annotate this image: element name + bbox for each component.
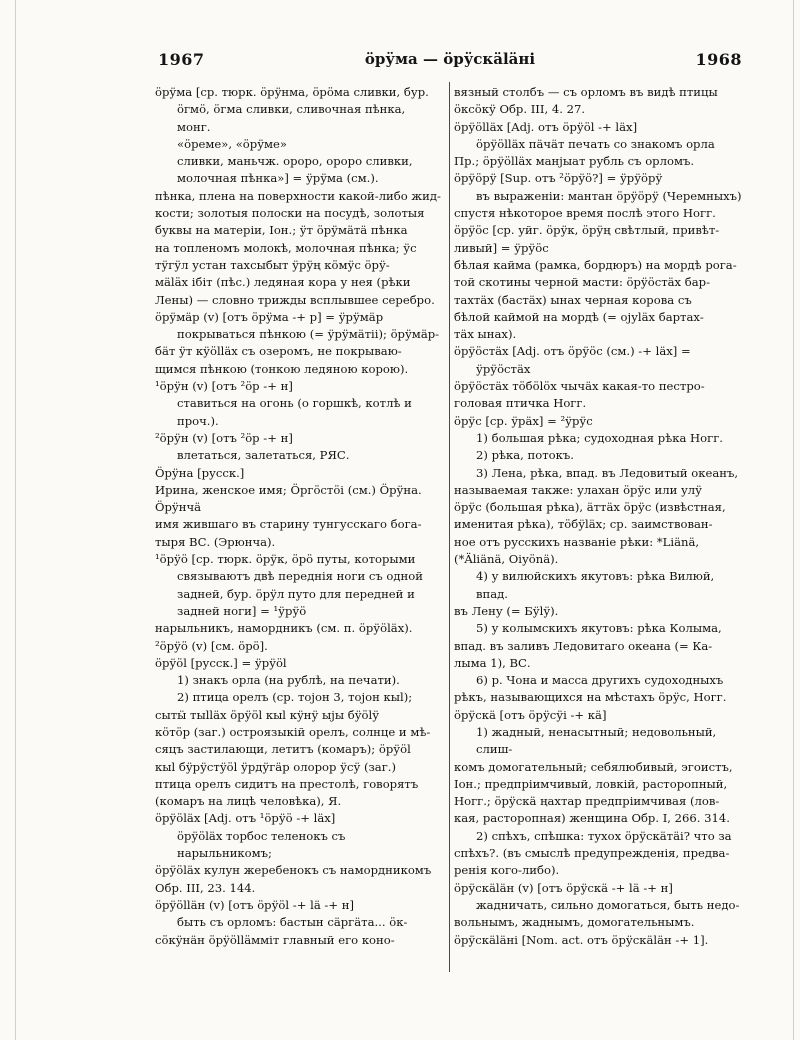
- text-line: бѣлой каймой на мордѣ (= ојуläх бартах-: [454, 309, 704, 324]
- text-line: щимся пѣнкою (тонкою ледяною корою).: [155, 361, 409, 376]
- text-line: 1) знакъ орла (на рублѣ, на печати).: [177, 673, 400, 688]
- text-line: ӧрӱӧlläх пäчäт печать со знакомъ орла: [476, 136, 715, 151]
- text-line: именитая рѣка), тӧбӱläх; ср. заимствован-: [454, 517, 713, 532]
- text-line: ӧксӧкӱ Обр. III, 4. 27.: [454, 102, 586, 117]
- text-line: Обр. III, 23. 144.: [155, 880, 256, 895]
- page-number-left: 1967: [158, 50, 205, 69]
- text-line: въ Лену (= Бӱlӱ).: [454, 603, 559, 618]
- text-line: ӧрӱӧстäх [Adj. отъ ӧрӱӧс (см.) -+ läх] =: [454, 344, 691, 359]
- text-line: ²ӧрӱӧ (v) [см. ӧрӧ].: [155, 638, 268, 653]
- text-line: быть съ орломъ: бастын сäргäта... ӧк-: [177, 915, 408, 930]
- text-line: называемая также: улахан ӧрӱс или улӱ: [454, 482, 702, 497]
- text-line: ӧрӱӧlläн (v) [отъ ӧрӱӧl -+ lä -+ н]: [155, 897, 354, 912]
- text-line: ӧрӱӧläх кулун жеребенокъ съ намордникомъ: [155, 863, 432, 878]
- text-line: кыl бӱрӱстӱӧl ӱрдӱгäр олорор ӱсӱ (заг.): [155, 759, 397, 774]
- text-line: комъ домогательный; себялюбивый, эгоистъ,: [454, 759, 733, 774]
- text-line: ӧрӱӧl [русск.] = ӱрӱӧl: [155, 655, 287, 670]
- text-line: тӱгӱл устан тахсыбыт ӱрӱң кӧмӱс ӧрӱ-: [155, 257, 390, 272]
- text-line: вязный столбъ — съ орломъ въ видѣ птицы: [454, 85, 718, 99]
- scan-edge-right: [793, 0, 794, 1040]
- text-line: ӱрӱӧстäх: [476, 361, 531, 376]
- text-line: кӧтӧр (заг.) остроязыкій орелъ, солнце и мѣ-: [155, 724, 431, 739]
- text-line: 6) р. Чона и масса другихъ судоходныхъ: [476, 673, 724, 688]
- text-line: сяцъ застилающи, летитъ (комаръ); ӧрӱӧl: [155, 742, 411, 757]
- right-column: [454, 84, 744, 949]
- text-line: той скотины черной масти: ӧрӱӧстäх бар-: [454, 275, 711, 290]
- text-line: пѣнка, плена на поверхности какой-либо жид-: [155, 188, 441, 203]
- text-line: 2) спѣхъ, спѣшка: тухох ӧрӱскäтäi? что за: [476, 828, 732, 843]
- text-line: покрываться пѣнкою (= ӱрӱмäтіі); ӧрӱмäр-: [177, 327, 440, 342]
- text-line: лыма 1), ВС.: [454, 655, 531, 670]
- text-line: буквы на матеріи, Іон.; ӱт ӧрӱмäтä пѣнка: [155, 223, 408, 238]
- text-line: бѣлая кайма (рамка, бордюръ) на мордѣ рога-: [454, 257, 737, 272]
- text-line: 1) большая рѣка; судоходная рѣка Ногг.: [476, 430, 723, 445]
- text-line: Лены) — словно трижды всплывшее серебро.: [155, 292, 435, 307]
- text-line: 2) рѣка, потокъ.: [476, 448, 574, 463]
- text-line: ӧрӱӧlläх [Adj. отъ ӧрӱӧl -+ läх]: [454, 119, 638, 134]
- text-line: впад. въ заливъ Ледовитаго океана (= Ка-: [454, 638, 713, 653]
- text-line: ¹ӧрӱн (v) [отъ ²ӧр -+ н]: [155, 379, 293, 394]
- text-line: вольнымъ, жаднымъ, домогательнымъ.: [454, 915, 695, 930]
- text-line: ное отъ русскихъ названіе рѣки: *Lіänä,: [454, 534, 700, 549]
- text-line: спѣхъ?. (въ смыслѣ предупрежденія, предва-: [454, 846, 730, 861]
- text-line: ӧрӱӧрӱ [Sup. отъ ²ӧрӱӧ?] = ӱрӱӧрӱ: [454, 171, 663, 186]
- text-line: рѣкъ, называющихся на мѣстахъ ӧрӱс, Ногг.: [454, 690, 727, 705]
- text-line: задней, бур. ӧрӱл путо для передней и: [177, 586, 415, 601]
- text-line: ренія кого-либо).: [454, 863, 560, 878]
- text-line: 5) у колымскихъ якутовъ: рѣка Колыма,: [476, 621, 722, 636]
- column-divider: [449, 82, 450, 972]
- page-number-right: 1968: [695, 50, 742, 69]
- text-line: тäх ынах).: [454, 327, 517, 342]
- scan-edge-left: [15, 0, 16, 1040]
- text-line: тахтäх (бастäх) ынах черная корова съ: [454, 292, 692, 307]
- text-line: ӧрӱскäläнi [Nom. act. отъ ӧрӱскäläн -+ 1].: [454, 932, 709, 947]
- text-line: молочная пѣнка»] = ӱрӱма (см.).: [177, 171, 379, 186]
- text-line: нарыльникъ, намордникъ (см. п. ӧрӱӧläх).: [155, 621, 413, 636]
- text-line: (*Äliänä, Оіуӧnä).: [454, 552, 559, 567]
- text-line: жадничать, сильно домогаться, быть недо-: [476, 897, 740, 912]
- text-line: Ӧрӱнчä: [155, 500, 202, 515]
- text-line: на топленомъ молокѣ, молочная пѣнка; ӱс: [155, 240, 417, 255]
- page-header: [150, 50, 750, 74]
- text-line: ӧрӱӧläх [Adj. отъ ¹ӧрӱӧ -+ läх]: [155, 811, 336, 826]
- text-line: ставиться на огонь (о горшкѣ, котлѣ и проч.).: [177, 396, 412, 428]
- text-line: 4) у вилюйскихъ якутовъ: рѣка Вилюй, впад.: [476, 569, 715, 601]
- text-line: ӧрӱӧläх торбос теленокъ съ нарыльникомъ;: [177, 828, 346, 861]
- text-line: ӧрӱма [ср. тюрк. ӧрӱнма, ӧрӧма сливки, бур.: [155, 85, 429, 99]
- text-line: сытӹ тыlläх ӧрӱӧl кыl кӱнӱ ыjы бӱӧlӱ: [155, 707, 380, 722]
- text-line: Ногг.; ӧрӱскä ңахтар предпріимчивая (лов-: [454, 794, 720, 809]
- text-line: Пр.; ӧрӱӧlläх манjыат рубль съ орломъ.: [454, 154, 695, 169]
- text-line: кая, расторопная) женщина Обр. I, 266. 314.: [454, 811, 730, 826]
- text-line: ӧрӱмäр (v) [отъ ӧрӱма -+ р] = ӱрӱмäр: [155, 309, 384, 324]
- text-line: тыря ВС. (Эрюнча).: [155, 534, 276, 549]
- text-line: ӧгмӧ, ӧгма сливки, сливочная пѣнка, монг.: [177, 102, 406, 134]
- text-line: мälӓх ібіт (пѣс.) ледяная кора у нея (рѣки: [155, 275, 411, 290]
- text-line: головая птичка Ногг.: [454, 396, 587, 411]
- left-column: [155, 84, 442, 949]
- text-line: ливый] = ӱрӱӧс: [454, 240, 549, 255]
- text-line: ²ӧрӱн (v) [отъ ²ӧр -+ н]: [155, 430, 293, 445]
- text-line: 3) Лена, рѣка, впад. въ Ледовитый океанъ,: [476, 465, 739, 480]
- text-line: кости; золотыя полоски на посудѣ, золотыя: [155, 206, 425, 221]
- text-line: связываютъ двѣ переднія ноги съ одной: [177, 569, 423, 584]
- text-line: сӧкӱнäн ӧрӱӧllӓммiт главный его коно-: [155, 932, 395, 947]
- text-line: ӧрӱскä [отъ ӧрӱсӱі -+ кä]: [454, 707, 607, 722]
- text-line: 1) жадный, ненасытный; недовольный, слиш-: [476, 724, 717, 757]
- text-line: «ӧреме», «ӧрӱме»: [177, 136, 287, 151]
- text-line: птица орелъ сидитъ на престолѣ, говорятъ: [155, 776, 419, 791]
- text-line: 2) птица орелъ (ср. тоjон 3, тоjон кыl);: [177, 690, 413, 705]
- text-line: ӧрӱскäläн (v) [отъ ӧрӱскä -+ lä -+ н]: [454, 880, 673, 895]
- text-line: ӧрӱс (большая рѣка), äттäх ӧрӱс (извѣстная,: [454, 500, 726, 515]
- text-line: ӧрӱӧс [ср. уйг. ӧрӱк, ӧрӱң свѣтлый, привѣт-: [454, 223, 720, 238]
- text-line: ӧрӱӧстäх тӧбӧlӧх чычäх какая-то пестро-: [454, 379, 705, 394]
- text-line: бäт ӱт кӱӧlläх съ озеромъ, не покрываю-: [155, 344, 402, 359]
- text-line: сливки, маньчж. ороро, ороро сливки,: [177, 154, 413, 169]
- text-line: ӧрӱс [ср. ӱрäх] = ²ӱрӱс: [454, 413, 593, 428]
- text-line: спустя нѣкоторое время послѣ этого Ногг.: [454, 206, 716, 221]
- running-title: ӧрӱма — ӧрӱскäläнi: [364, 50, 536, 68]
- text-line: (комаръ на лицѣ человѣка), Я.: [155, 794, 342, 809]
- text-line: влетаться, залетаться, РЯС.: [177, 448, 350, 463]
- text-line: ¹ӧрӱӧ [ср. тюрк. ӧрӱк, ӧрӧ путы, которыми: [155, 552, 416, 567]
- text-line: имя жившаго въ старину тунгусскаго бога-: [155, 517, 422, 532]
- text-line: задней ноги] = ¹ӱрӱӧ: [177, 603, 307, 618]
- text-line: въ выраженіи: мантан ӧрӱӧрӱ (Черемныхъ): [476, 188, 742, 203]
- text-line: Ӧрӱна [русск.]: [155, 465, 245, 480]
- text-line: Іон.; предпріимчивый, ловкій, расторопный,: [454, 776, 728, 791]
- text-line: Ирина, женское имя; Ӧргӧстӧі (см.) Ӧрӱна.: [155, 482, 422, 497]
